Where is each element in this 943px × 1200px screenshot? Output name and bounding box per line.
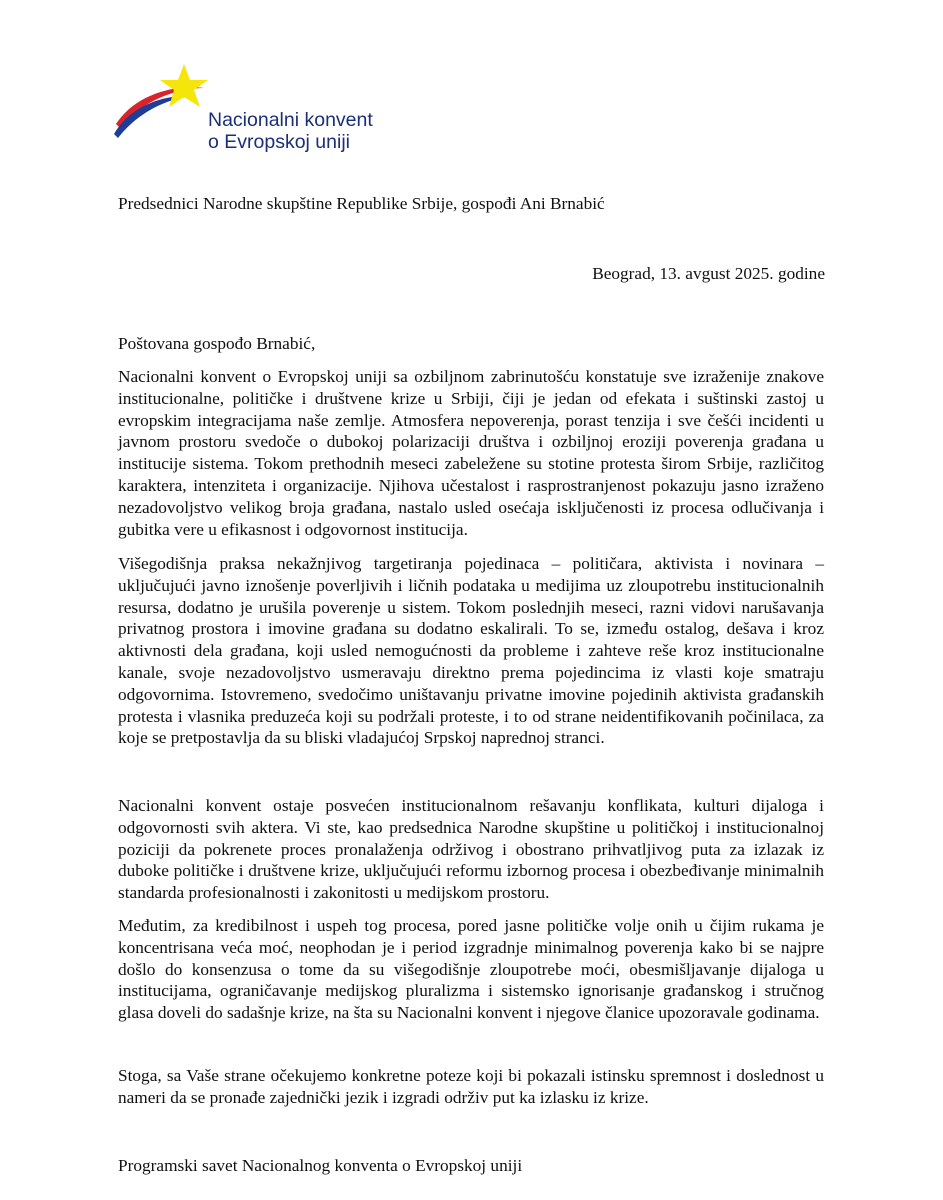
signature-line: Programski savet Nacionalnog konventa o Evropskoj uniji [118,1156,523,1175]
date-line: Beograd, 13. avgust 2025. godine [592,264,825,283]
logo-text-line-2: o Evropskoj uniji [208,131,350,153]
body-paragraph-4: Međutim, za kredibilnost i uspeh tog procesa, pored jasne političke volje onih u čijim rukama je koncentrisana veća moć, neophodan je i period izgradnje minimalnog poverenja kako bi se najpre došlo do konsenzusa o tome da su višegodišnje zloupotrebe moći, obesmišljavanje dijaloga u institucijama, ograničavanje medijskog pluralizma i sistemsko ignorisanje građanskog i stručnog glasa doveli do sadašnje krize, na šta su Nacionalni konvent i njegove članice upozoravale godinama. [118,916,824,1023]
logo-text-line-1: Nacionalni konvent [208,109,373,131]
convent-logo [112,62,382,158]
body-paragraph-1: Nacionalni konvent o Evropskoj uniji sa ozbiljnom zabrinutošću konstatuje sve izraženije znakove institucionalne, političke i društvene krize u Srbiji, čiji je jedan od efekata i suštinski zastoj u evropskim integracijama naše zemlje. Atmosfera nepoverenja, porast tenzija i sve češći incidenti u javnom prostoru svedoče o dubokoj polarizaciji društva i ozbiljnoj eroziji poverenja građana u institucije sistema. Tokom prethodnih meseci zabeležene su stotine protesta širom Srbije, različitog karaktera, intenziteta i organizacije. Njihova učestalost i rasprostranjenost pokazuju jasno izraženo nezadovoljstvo velikog broja građana, nastalo usled osećaja isključenosti iz procesa odlučivanja i gubitka vere u efikasnost i odgovornost institucija. [118,367,824,539]
body-paragraph-2: Višegodišnja praksa nekažnjivog targetiranja pojedinaca – političara, aktivista i novinara – uključujući javno iznošenje poverljivih i ličnih podataka u medijima uz zloupotrebu institucionalnih resursa, dodatno je urušila poverenje u sistem. Tokom poslednjih meseci, razni vidovi narušavanja privatnog prostora i imovine građana su dodatno eskalirali. To se, između ostalog, dešava i kroz aktivnosti dela građana, koji usled nemogućnosti da probleme i zahteve reše kroz institucionalne kanale, svoje nezadovoljstvo usmeravaju direktno prema pojedincima iz vlasti koje smatraju odgovornima. Istovremeno, svedočimo uništavanju privatne imovine pojedinih aktivista građanskih protesta i vlasnika preduzeća koji su podržali proteste, i to od strane neidentifikovanih počinilaca, za koje se pretpostavlja da su bliski vladajućoj Srpskoj naprednoj stranci. [118,554,824,748]
salutation: Poštovana gospođo Brnabić, [118,334,316,353]
addressee-line: Predsednici Narodne skupštine Republike Srbije, gospođi Ani Brnabić [118,194,605,213]
body-paragraph-3: Nacionalni konvent ostaje posvećen institucionalnom rešavanju konflikata, kulturi dijaloga i odgovornosti svih aktera. Vi ste, kao predsednica Narodne skupštine u političkoj i institucionalnoj poziciji da pokrenete proces pronalaženja održivog i obostrano prihvatljivog puta za izlazak iz duboke političke i društvene krize, uključujući reformu izbornog procesa i obezbeđivanje minimalnih standarda profesionalnosti i zakonitosti u medijskom prostoru. [118,796,824,903]
body-paragraph-5: Stoga, sa Vaše strane očekujemo konkretne poteze koji bi pokazali istinsku spremnost i doslednost u nameri da se pronađe zajednički jezik i izgradi održiv put ka izlasku iz krize. [118,1066,824,1107]
